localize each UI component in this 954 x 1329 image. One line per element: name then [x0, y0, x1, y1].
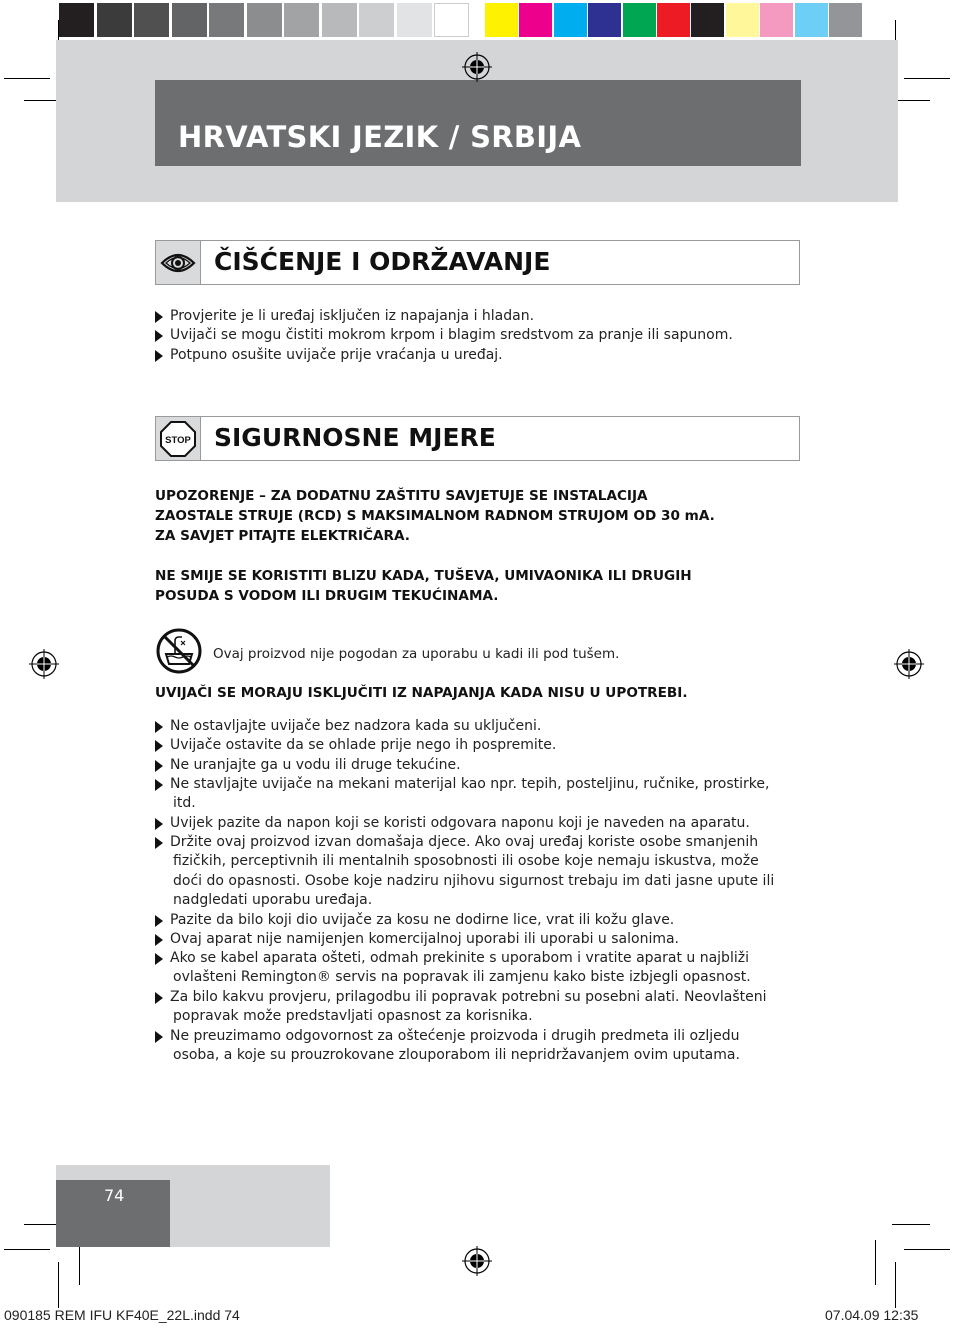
list-item-text: nadgledati uporabu uređaja.: [173, 891, 373, 908]
bullet-arrow-icon: [155, 953, 163, 965]
rcd-warning-line: ZA SAVJET PITAJTE ELEKTRIČARA.: [155, 528, 410, 544]
list-item: [155, 307, 795, 326]
color-swatch: [623, 3, 656, 37]
list-item-text: Ako se kabel aparata ošteti, odmah prekinite s uporabom i vratite aparat u najbliži: [170, 950, 749, 967]
water-warning: [155, 566, 795, 606]
list-item: [155, 949, 795, 988]
gray-swatch: [434, 3, 469, 37]
list-item-text: Provjerite je li uređaj isključen iz napajanja i hladan.: [170, 308, 535, 324]
color-swatch: [554, 3, 587, 37]
bullet-arrow-icon: [155, 1031, 163, 1043]
gray-swatch: [247, 3, 282, 37]
bullet-arrow-icon: [155, 330, 163, 342]
registration-mark-icon: [462, 1246, 492, 1276]
bath-warning-text: Ovaj proizvod nije pogodan za uporabu u kadi ili pod tušem.: [213, 646, 620, 662]
list-item: [155, 814, 795, 833]
rcd-warning: [155, 486, 795, 546]
bullet-arrow-icon: [155, 721, 163, 733]
file-slug: 090185 REM IFU KF40E_22L.indd 74: [4, 1307, 240, 1323]
list-item: [155, 775, 795, 814]
color-swatch: [588, 3, 621, 37]
crop-mark: [904, 1249, 950, 1250]
list-item-text: Uvijače ostavite da se ohlade prije nego ih pospremite.: [170, 737, 557, 754]
list-item-text: Ne preuzimamo odgovornost za oštećenje proizvoda i drugih predmeta ili ozljedu: [170, 1027, 740, 1044]
color-swatch: [691, 3, 724, 37]
list-item-text: popravak može predstavljati opasnost za korisnika.: [173, 1008, 533, 1025]
list-item: [155, 326, 795, 345]
safety-icon-cell: [156, 417, 201, 460]
gray-swatch: [97, 3, 132, 37]
list-item-text: ovlašteni Remington® servis na popravak ili zamjenu kako biste izbjegli opasnost.: [173, 969, 751, 986]
water-warning-line: NE SMIJE SE KORISTITI BLIZU KADA, TUŠEVA, UMIVAONIKA ILI DRUGIH: [155, 568, 692, 584]
color-swatch: [760, 3, 793, 37]
color-swatch: [519, 3, 552, 37]
gray-swatch: [209, 3, 244, 37]
list-item: [155, 736, 795, 755]
bullet-arrow-icon: [155, 992, 163, 1004]
bullet-arrow-icon: [155, 934, 163, 946]
list-item-text: Ne ostavljajte uvijače bez nadzora kada su uključeni.: [170, 718, 542, 734]
bullet-arrow-icon: [155, 818, 163, 830]
list-item: [155, 988, 795, 1027]
crop-mark: [4, 78, 50, 79]
crop-mark: [904, 78, 950, 79]
registration-mark-icon: [462, 52, 492, 82]
stop-sign-icon: [156, 417, 200, 460]
list-item-text: Potpuno osušite uvijače prije vraćanja u uređaj.: [170, 346, 503, 363]
crop-mark: [875, 1240, 876, 1285]
list-item: [155, 911, 795, 930]
color-swatch: [726, 3, 759, 37]
gray-swatch: [172, 3, 207, 37]
color-swatch: [657, 3, 690, 37]
cleaning-title: ČIŠĆENJE I ODRŽAVANJE: [214, 247, 551, 276]
bullet-arrow-icon: [155, 311, 163, 323]
crop-mark: [892, 1224, 930, 1225]
no-bath-icon: [155, 627, 203, 675]
list-item-text: Ovaj aparat nije namijenjen komercijalnoj uporabi ili uporabi u salonima.: [170, 930, 680, 947]
list-item-text: Uvijek pazite da napon koji se koristi odgovara naponu koji je naveden na aparatu.: [170, 814, 750, 831]
list-item-text: Za bilo kakvu provjeru, prilagodbu ili popravak potrebni su posebni alati. Neovlašteni: [170, 988, 767, 1005]
rcd-warning-line: ZAOSTALE STRUJE (RCD) S MAKSIMALNOM RADNOM STRUJOM OD 30 mA.: [155, 508, 715, 524]
list-item-text: Ne stavljajte uvijače na mekani materijal kao npr. tepih, posteljinu, ručnike, prostirke,: [170, 776, 770, 793]
list-item: [155, 717, 795, 736]
list-item-text: Uvijači se mogu čistiti mokrom krpom i blagim sredstvom za pranje ili sapunom.: [170, 327, 733, 344]
list-item: [155, 756, 795, 775]
crop-mark: [895, 1262, 896, 1308]
date-slug: 07.04.09 12:35: [825, 1307, 919, 1323]
list-item-text: osoba, a koje su prouzrokovane zlouporabom ili nepridržavanjem ovim uputama.: [173, 1046, 740, 1063]
list-item-text: Pazite da bilo koji dio uvijače za kosu ne dodirne lice, vrat ili kožu glave.: [170, 911, 675, 928]
list-item: [155, 346, 795, 365]
list-item-text: doći do opasnosti. Osobe koje nadziru njihovu sigurnost trebaju im dati jasne upute ili: [173, 872, 775, 889]
bullet-arrow-icon: [155, 837, 163, 849]
gray-swatch: [59, 3, 94, 37]
list-item: [155, 1027, 795, 1066]
list-item: [155, 833, 795, 910]
page-title: HRVATSKI JEZIK / SRBIJA: [178, 120, 582, 154]
crop-mark: [58, 1262, 59, 1308]
registration-mark-icon: [894, 649, 924, 679]
page-number: 74: [104, 1186, 125, 1205]
color-swatch: [485, 3, 518, 37]
crop-mark: [4, 1249, 50, 1250]
list-item-text: Držite ovaj proizvod izvan domašaja djece. Ako ovaj uređaj koriste osobe smanjenih: [170, 834, 759, 851]
safety-section-header: [155, 416, 800, 461]
rcd-warning-line: UPOZORENJE – ZA DODATNU ZAŠTITU SAVJETUJE SE INSTALACIJA: [155, 488, 648, 504]
list-item-text: Ne uranjajte ga u vodu ili druge tekućine.: [170, 756, 461, 773]
registration-mark-icon: [29, 649, 59, 679]
bullet-arrow-icon: [155, 915, 163, 927]
list-item: [155, 930, 795, 949]
color-swatch: [829, 3, 862, 37]
bullet-arrow-icon: [155, 760, 163, 772]
color-swatch: [795, 3, 828, 37]
list-item-text: fizičkih, perceptivnih ili mentalnih sposobnosti ili osobe koje nemaju iskustva, može: [173, 853, 759, 870]
cleaning-section-header: [155, 240, 800, 285]
gray-swatch: [134, 3, 169, 37]
gray-swatch: [359, 3, 394, 37]
safety-title: SIGURNOSNE MJERE: [214, 423, 496, 452]
bullet-arrow-icon: [155, 779, 163, 791]
list-item-text: itd.: [173, 795, 196, 812]
gray-swatch: [322, 3, 357, 37]
eye-icon: [156, 241, 200, 284]
water-warning-line: POSUDA S VODOM ILI DRUGIM TEKUĆINAMA.: [155, 588, 499, 604]
cleaning-icon-cell: [156, 241, 201, 284]
gray-swatch: [397, 3, 432, 37]
stop-label: STOP: [165, 435, 191, 446]
bullet-arrow-icon: [155, 350, 163, 362]
gray-swatch: [284, 3, 319, 37]
bullet-arrow-icon: [155, 740, 163, 752]
unplug-warning: UVIJAČI SE MORAJU ISKLJUČITI IZ NAPAJANJA KADA NISU U UPOTREBI.: [155, 685, 688, 701]
